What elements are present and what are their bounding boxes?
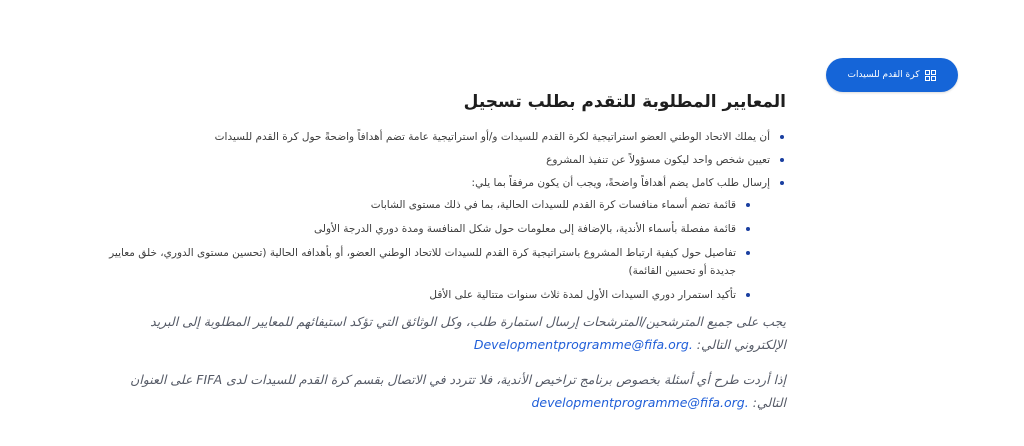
bullet-icon bbox=[746, 251, 750, 255]
list-item-text: أن يملك الاتحاد الوطني العضو استراتيجية لكرة القدم للسيدات و/أو استراتيجية عامة تضم أهدافاً واضحةً حول كرة القدم للسيدات bbox=[214, 131, 770, 143]
grid-icon bbox=[925, 70, 936, 81]
sub-list-item-text: تأكيد استمرار دوري السيدات الأول لمدة ثلاث سنوات متتالية على الأقل bbox=[429, 289, 736, 301]
contact-email-link[interactable]: developmentprogramme@fifa.org. bbox=[531, 395, 749, 410]
bullet-icon bbox=[746, 203, 750, 207]
submission-text: يجب على جميع المترشحين/المترشحات إرسال استمارة طلب، وكل الوثائق التي تؤكد استيفائهم للمعايير المطلوبة إلى البريد الإلكتروني التالي: bbox=[150, 314, 786, 352]
list-item bbox=[96, 151, 786, 169]
section-title: المعايير المطلوبة للتقدم بطلب تسجيل bbox=[463, 92, 786, 112]
badge-label: كرة القدم للسيدات bbox=[847, 70, 920, 80]
bullet-icon bbox=[780, 158, 784, 162]
list-item-text: تعيين شخص واحد ليكون مسؤولاً عن تنفيذ المشروع bbox=[546, 154, 770, 166]
sub-list-item-text: قائمة مفصلة بأسماء الأندية، بالإضافة إلى معلومات حول شكل المنافسة ومدة دوري الدرجة الأولى bbox=[314, 223, 736, 235]
criteria-list bbox=[96, 128, 786, 304]
attachments-list bbox=[96, 196, 770, 304]
sub-list-item bbox=[96, 286, 770, 304]
sub-list-item bbox=[96, 220, 770, 238]
list-item bbox=[96, 174, 786, 304]
sub-list-item bbox=[96, 196, 770, 214]
submission-paragraph bbox=[96, 310, 786, 356]
contact-paragraph bbox=[96, 368, 786, 414]
list-item-text: إرسال طلب كامل يضم أهدافاً واضحةً، ويجب أن يكون مرفقاً بما يلي: bbox=[471, 177, 770, 189]
criteria-section bbox=[96, 84, 786, 426]
bullet-icon bbox=[746, 227, 750, 231]
womens-football-badge[interactable] bbox=[826, 58, 958, 92]
bullet-icon bbox=[780, 135, 784, 139]
bullet-icon bbox=[746, 293, 750, 297]
bullet-icon bbox=[780, 181, 784, 185]
sub-list-item bbox=[96, 244, 770, 280]
submission-email-link[interactable]: Developmentprogramme@fifa.org. bbox=[473, 337, 693, 352]
sub-list-item-text: قائمة تضم أسماء منافسات كرة القدم للسيدات الحالية، بما في ذلك مستوى الشابات bbox=[370, 199, 736, 211]
sub-list-item-text: تفاصيل حول كيفية ارتباط المشروع باستراتيجية كرة القدم للسيدات للاتحاد الوطني العضو، أو بأهدافه الحالية (تحسين مستوى الدوري، خلق معايير جديدة أو تحسين القائمة) bbox=[109, 247, 736, 277]
list-item bbox=[96, 128, 786, 146]
contact-text: إذا أردت طرح أي أسئلة بخصوص برنامج تراخيص الأندية، فلا تتردد في الاتصال بقسم كرة القدم للسيدات لدى FIFA على العنوان التالي: bbox=[130, 372, 786, 410]
